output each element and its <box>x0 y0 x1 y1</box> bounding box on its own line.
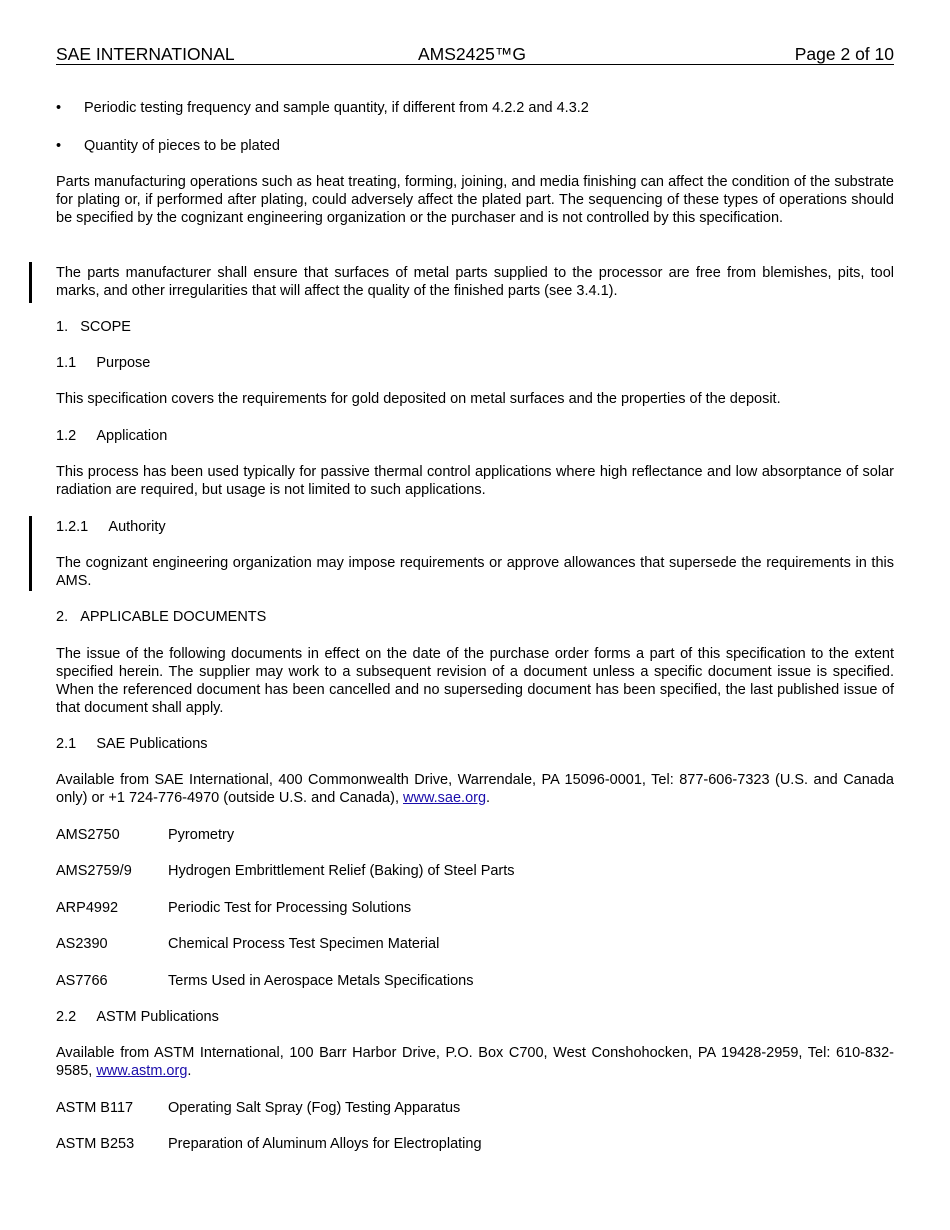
page-header <box>56 44 894 65</box>
bullet-symbol: • <box>56 100 62 116</box>
reference-row <box>56 972 894 990</box>
sae-website-link[interactable]: www.sae.org <box>403 790 487 806</box>
reference-row <box>56 1135 894 1153</box>
period: . <box>187 1063 192 1079</box>
reference-title: Chemical Process Test Specimen Material <box>168 936 440 952</box>
reference-title: Operating Salt Spray (Fog) Testing Apparatus <box>168 1100 461 1116</box>
reference-row <box>56 935 894 953</box>
section-number: 1.1 <box>56 355 77 371</box>
section-number: 1.2 <box>56 428 77 444</box>
section-number: 2.1 <box>56 736 77 752</box>
period: . <box>486 790 491 806</box>
change-bar-authority <box>29 516 32 591</box>
change-bar-surfaces <box>29 262 32 303</box>
header-document-number: AMS2425™G <box>418 44 526 64</box>
section-title: SCOPE <box>80 319 131 335</box>
header-page-number: Page 2 of 10 <box>794 44 894 64</box>
reference-row <box>56 862 894 880</box>
reference-row <box>56 1099 894 1117</box>
section-title: Application <box>96 428 168 444</box>
reference-code: ASTM B117 <box>56 1100 134 1116</box>
reference-code: ASTM B253 <box>56 1136 135 1152</box>
reference-title: Hydrogen Embrittlement Relief (Baking) of Steel Parts <box>168 863 515 879</box>
bullet-symbol: • <box>56 138 62 154</box>
paragraph-purpose: This specification covers the requirements for gold deposited on metal surfaces and the properties of the deposit. <box>56 391 781 407</box>
paragraph-application: This process has been used typically for passive thermal control applications where high reflectance and low absorptance of solar radiation are required, but usage is not limited to such applications. <box>56 464 894 498</box>
sae-availability-text: Available from SAE International, 400 Commonwealth Drive, Warrendale, PA 15096-0001, Tel: 877-606-7323 (U.S. and Canada only) or +1 724-776-4970 (outside U.S. and Canada), <box>56 772 894 806</box>
paragraph-documents: The issue of the following documents in effect on the date of the purchase order forms a part of this specification to the extent specified herein. The supplier may work to a subsequent revision of a document unless a specific document issue is specified. When the referenced document has been cancelled and no superseding document has been specified, the last published issue of that document shall apply. <box>56 646 894 716</box>
section-heading-2-2 <box>56 1008 894 1026</box>
bullet-text: Quantity of pieces to be plated <box>84 138 280 154</box>
section-title: Authority <box>108 519 166 535</box>
reference-title: Pyrometry <box>168 827 235 843</box>
paragraph-operations: Parts manufacturing operations such as heat treating, forming, joining, and media finishing can affect the condition of the substrate for plating or, if performed after plating, could adversely affect the plated part. The sequencing of these types of operations should be specified by the cognizant engineering organization or the purchaser and is not controlled by this specification. <box>56 174 894 226</box>
section-heading-1-2-1 <box>56 518 894 536</box>
bullet-text: Periodic testing frequency and sample quantity, if different from 4.2.2 and 4.3.2 <box>84 100 589 116</box>
bullet-item <box>56 99 894 117</box>
paragraph-authority: The cognizant engineering organization may impose requirements or approve allowances that supersede the requirements in this AMS. <box>56 555 894 589</box>
section-heading-2 <box>56 608 894 626</box>
bullet-item <box>56 137 894 155</box>
section-title: Purpose <box>96 355 151 371</box>
reference-title: Preparation of Aluminum Alloys for Electroplating <box>168 1136 482 1152</box>
section-heading-1 <box>56 318 894 336</box>
section-number: 1.2.1 <box>56 519 89 535</box>
section-title: ASTM Publications <box>96 1009 219 1025</box>
reference-row <box>56 826 894 844</box>
reference-code: ARP4992 <box>56 900 119 916</box>
reference-row <box>56 899 894 917</box>
astm-availability-text: Available from ASTM International, 100 Barr Harbor Drive, P.O. Box C700, West Conshohocken, PA 19428-2959, Tel: 610-832-9585, <box>56 1045 894 1079</box>
reference-code: AMS2759/9 <box>56 863 132 879</box>
section-title: SAE Publications <box>96 736 208 752</box>
section-title: APPLICABLE DOCUMENTS <box>80 609 267 625</box>
paragraph-sae-availability <box>56 771 894 807</box>
reference-title: Terms Used in Aerospace Metals Specifications <box>168 973 474 989</box>
header-organization: SAE INTERNATIONAL <box>56 44 235 64</box>
section-heading-1-2 <box>56 427 894 445</box>
reference-code: AS2390 <box>56 936 108 952</box>
section-heading-2-1 <box>56 735 894 753</box>
section-number: 2.2 <box>56 1009 77 1025</box>
paragraph-astm-availability <box>56 1044 894 1080</box>
reference-code: AMS2750 <box>56 827 120 843</box>
section-number: 2. <box>56 609 69 625</box>
astm-website-link[interactable]: www.astm.org <box>96 1063 188 1079</box>
reference-code: AS7766 <box>56 973 108 989</box>
section-number: 1. <box>56 319 69 335</box>
paragraph-surfaces: The parts manufacturer shall ensure that surfaces of metal parts supplied to the processor are free from blemishes, pits, tool marks, and other irregularities that will affect the quality of the finished parts (see 3.4.1). <box>56 265 894 299</box>
reference-title: Periodic Test for Processing Solutions <box>168 900 412 916</box>
section-heading-1-1 <box>56 354 894 372</box>
